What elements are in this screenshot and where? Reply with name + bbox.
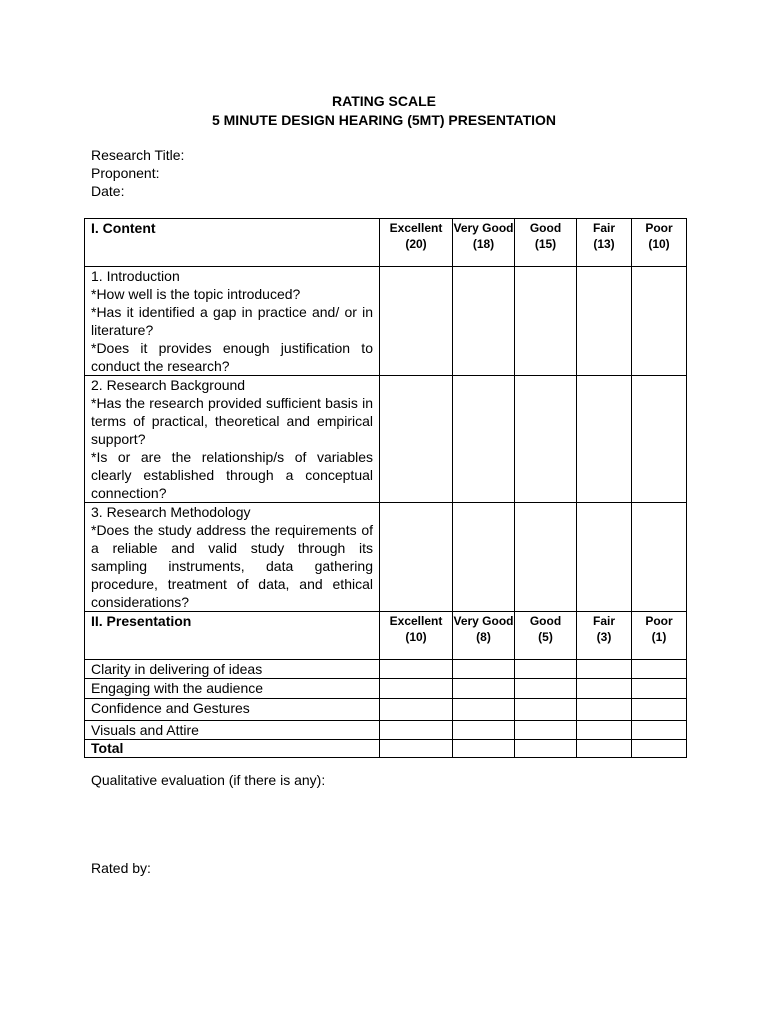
score-cell[interactable] (632, 376, 687, 503)
score-cell[interactable] (632, 740, 687, 758)
score-cell[interactable] (380, 503, 453, 612)
presentation-col-very-good: Very Good (8) (453, 612, 515, 660)
score-cell[interactable] (380, 660, 453, 679)
content-col-fair: Fair (13) (577, 219, 632, 267)
rated-by-label: Rated by: (91, 860, 151, 876)
score-cell[interactable] (632, 660, 687, 679)
criterion-row-research-background (85, 376, 687, 503)
score-cell[interactable] (577, 740, 632, 758)
score-cell[interactable] (515, 721, 577, 740)
score-cell[interactable] (515, 267, 577, 376)
document-subtitle: 5 MINUTE DESIGN HEARING (5MT) PRESENTATION (211, 112, 557, 128)
presentation-col-poor: Poor (1) (632, 612, 687, 660)
criterion-confidence: Confidence and Gestures (85, 699, 380, 721)
score-cell[interactable] (380, 679, 453, 699)
date-label: Date: (91, 183, 125, 199)
score-cell[interactable] (577, 699, 632, 721)
criterion-introduction: 1. Introduction *How well is the topic introduced? *Has it identified a gap in practice and/ or in literature? *Does it provides enough justification to conduct the research? (85, 267, 380, 376)
score-cell[interactable] (515, 740, 577, 758)
score-cell[interactable] (632, 679, 687, 699)
score-cell[interactable] (577, 679, 632, 699)
rating-table (84, 218, 687, 758)
criterion-row-engaging (85, 679, 687, 699)
presentation-section-title: II. Presentation (85, 612, 380, 660)
criterion-clarity: Clarity in delivering of ideas (85, 660, 380, 679)
content-section-title: I. Content (85, 219, 380, 267)
score-cell[interactable] (577, 721, 632, 740)
score-cell[interactable] (632, 699, 687, 721)
score-cell[interactable] (515, 679, 577, 699)
content-header-row (85, 219, 687, 267)
content-col-excellent: Excellent (20) (380, 219, 453, 267)
score-cell[interactable] (380, 376, 453, 503)
criterion-row-introduction (85, 267, 687, 376)
total-label: Total (85, 740, 380, 758)
presentation-col-excellent: Excellent (10) (380, 612, 453, 660)
criterion-row-visuals (85, 721, 687, 740)
proponent-label: Proponent: (91, 165, 160, 181)
score-cell[interactable] (515, 376, 577, 503)
score-cell[interactable] (577, 376, 632, 503)
research-title-label: Research Title: (91, 147, 185, 163)
score-cell[interactable] (453, 679, 515, 699)
qualitative-evaluation-label: Qualitative evaluation (if there is any): (91, 772, 326, 788)
score-cell[interactable] (453, 376, 515, 503)
score-cell[interactable] (453, 721, 515, 740)
criterion-row-confidence (85, 699, 687, 721)
content-col-poor: Poor (10) (632, 219, 687, 267)
score-cell[interactable] (453, 267, 515, 376)
score-cell[interactable] (632, 721, 687, 740)
score-cell[interactable] (577, 503, 632, 612)
criterion-visuals: Visuals and Attire (85, 721, 380, 740)
score-cell[interactable] (380, 721, 453, 740)
document-title: RATING SCALE (332, 93, 436, 109)
score-cell[interactable] (453, 740, 515, 758)
score-cell[interactable] (632, 503, 687, 612)
criterion-engaging: Engaging with the audience (85, 679, 380, 699)
score-cell[interactable] (632, 267, 687, 376)
criterion-row-research-methodology (85, 503, 687, 612)
score-cell[interactable] (380, 267, 453, 376)
score-cell[interactable] (380, 699, 453, 721)
presentation-col-fair: Fair (3) (577, 612, 632, 660)
score-cell[interactable] (515, 660, 577, 679)
content-col-good: Good (15) (515, 219, 577, 267)
presentation-col-good: Good (5) (515, 612, 577, 660)
presentation-header-row (85, 612, 687, 660)
score-cell[interactable] (577, 660, 632, 679)
criterion-row-clarity (85, 660, 687, 679)
score-cell[interactable] (453, 699, 515, 721)
criterion-research-background: 2. Research Background *Has the research provided sufficient basis in terms of practical, theoretical and empirical support? *Is or are the relationship/s of variables clearly established through a conceptual connection? (85, 376, 380, 503)
score-cell[interactable] (453, 660, 515, 679)
score-cell[interactable] (453, 503, 515, 612)
total-row (85, 740, 687, 758)
score-cell[interactable] (515, 699, 577, 721)
content-col-very-good: Very Good (18) (453, 219, 515, 267)
score-cell[interactable] (380, 740, 453, 758)
score-cell[interactable] (577, 267, 632, 376)
score-cell[interactable] (515, 503, 577, 612)
criterion-research-methodology: 3. Research Methodology *Does the study address the requirements of a reliable and valid study through its sampling instruments, data gathering procedure, treatment of data, and ethical considerations? (85, 503, 380, 612)
